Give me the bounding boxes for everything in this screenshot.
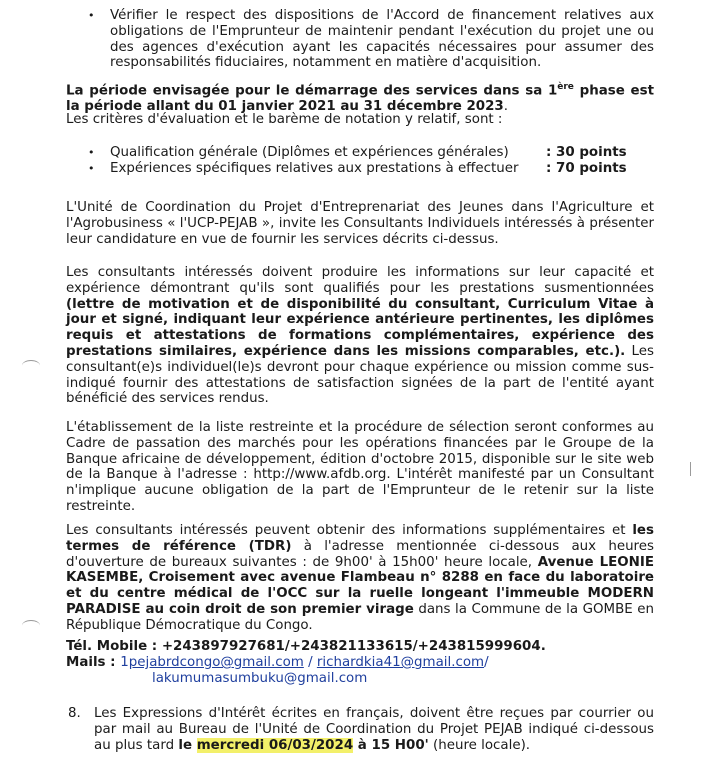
scan-mark — [680, 462, 691, 476]
period-bold-b: phase est la période allant du 01 janvier 2021 au 31 décembre 2023 — [66, 83, 654, 115]
contact-tdr: les termes de référence (TDR) — [66, 523, 654, 554]
mail-line-2 — [152, 671, 652, 687]
criterion-points: : 70 points — [546, 161, 627, 176]
mail-separator: / — [303, 655, 317, 670]
shortlist-paragraph: L'établissement de la liste restreinte et la procédure de sélection seront conformes au Cadre de passation des marchés pour les opérations financées par le Groupe de la Banque africaine de développement, édition d'octobre 2015, disponible sur le site web de la Banque à l'adresse : http://www.afdb.org. L'intérêt manifesté par un Consultant n'implique aucune obligation de la part de l'Emprunteur de le retenir sur la liste restreinte. — [66, 420, 654, 514]
contact-paragraph — [66, 523, 654, 634]
information-intro: Les consultants intéressés doivent produire les informations sur leur capacité et expérience démontrant qu'ils sont qualifiés pour les prestations susmentionnées — [66, 265, 654, 296]
mail-label: Mails : — [66, 655, 121, 670]
email-link-lakumu[interactable]: lakumumasumbuku@gmail.com — [152, 671, 368, 686]
deadline-tail: (heure locale). — [428, 737, 531, 753]
item-number: 8. — [68, 706, 81, 721]
mail-prefix: 1 — [120, 655, 129, 670]
criterion-row — [88, 161, 648, 177]
period-end: . — [503, 99, 508, 115]
scan-mark — [22, 360, 40, 371]
phone-line — [66, 639, 654, 655]
deadline-paragraph — [94, 706, 654, 753]
email-link-richardkia[interactable]: richardkia41@gmail.com — [316, 655, 485, 670]
contact-text-1: Les consultants intéressés peuvent obtenir des informations supplémentaires et — [66, 523, 633, 538]
criterion-row — [88, 145, 648, 161]
deadline-time: à 15 H00' — [353, 737, 429, 753]
scan-mark — [22, 620, 40, 631]
information-rest: Les consultant(e)s individuel(le)s devront pour chaque expérience ou mission comme sus-indiqué fournir des attestations de satisfaction signées de la part de l'entité ayant bénéficié des services rendus. — [66, 343, 654, 407]
bullet-icon: • — [88, 146, 95, 159]
bullet-text: Vérifier le respect des dispositions de l'Accord de financement relatives aux obligations de l'Emprunteur de maintenir pendant l'exécution du projet une ou des agences d'exécution ayant les capacités nécessaires pour assumer des responsabilités fiduciaires, notamment en matière d'acquisition. — [110, 8, 654, 71]
criteria-intro: Les critères d'évaluation et le barème de notation y relatif, sont : — [66, 112, 503, 127]
bullet-icon: • — [88, 162, 95, 175]
period-paragraph — [66, 80, 654, 115]
information-paragraph — [66, 265, 654, 407]
contact-text-2: à l'adresse mentionnée ci-dessous aux heures d'ouverture de bureaux suivantes : de 9h00' à 15h00' heure locale, — [66, 538, 654, 570]
criterion-label: Expériences spécifiques relatives aux prestations à effectuer — [110, 161, 519, 176]
invitation-paragraph: L'Unité de Coordination du Projet d'Entreprenariat des Jeunes dans l'Agriculture et l'Agrobusiness « l'UCP-PEJAB », invite les Consultants Individuels intéressés à présenter leur candidature en vue de fournir les services décrits ci-dessus. — [66, 200, 654, 247]
information-documents-list: (lettre de motivation et de disponibilité du consultant, Curriculum Vitae à jour et signé, indiquant leur expérience antérieure pertinentes, les diplômes requis et attestations de formations complémentaires, expérience des prestations similaires, expérience dans les missions comparables, etc.). — [66, 296, 654, 359]
phone-label: Tél. Mobile : — [66, 639, 162, 654]
criterion-points: : 30 points — [546, 145, 627, 160]
phone-numbers: +243897927681/+243821133615/+243815999604. — [161, 639, 546, 654]
bullet-icon: • — [88, 9, 95, 22]
mail-line — [66, 655, 654, 671]
email-link-pejab[interactable]: pejabrdcongo@gmail.com — [128, 655, 304, 670]
contact-text-3: dans la Commune de la GOMBE en République Démocratique du Congo. — [66, 601, 654, 633]
period-bold-a: La période envisagée pour le démarrage des services dans sa 1 — [66, 83, 558, 99]
deadline-text: Les Expressions d'Intérêt écrites en français, doivent être reçues par courrier ou par mail au Bureau de l'Unité de Coordination du Projet PEJAB indiqué ci-dessous au plus tard — [94, 706, 654, 753]
deadline-le: le — [178, 737, 197, 753]
criterion-label: Qualification générale (Diplômes et expériences générales) — [110, 145, 509, 160]
period-superscript: ère — [557, 82, 574, 92]
contact-address: Avenue LEONIE KASEMBE, Croisement avec avenue Flambeau n° 8288 en face du laboratoire et du centre médical de l'OCC sur la ruelle longeant l'immeuble MODERN PARADISE au coin droit de son premier virage — [66, 554, 655, 617]
mail-slash: / — [484, 655, 489, 670]
bullet-item-fiduciary — [88, 8, 654, 71]
deadline-date-highlight: mercredi 06/03/2024 — [196, 737, 354, 753]
